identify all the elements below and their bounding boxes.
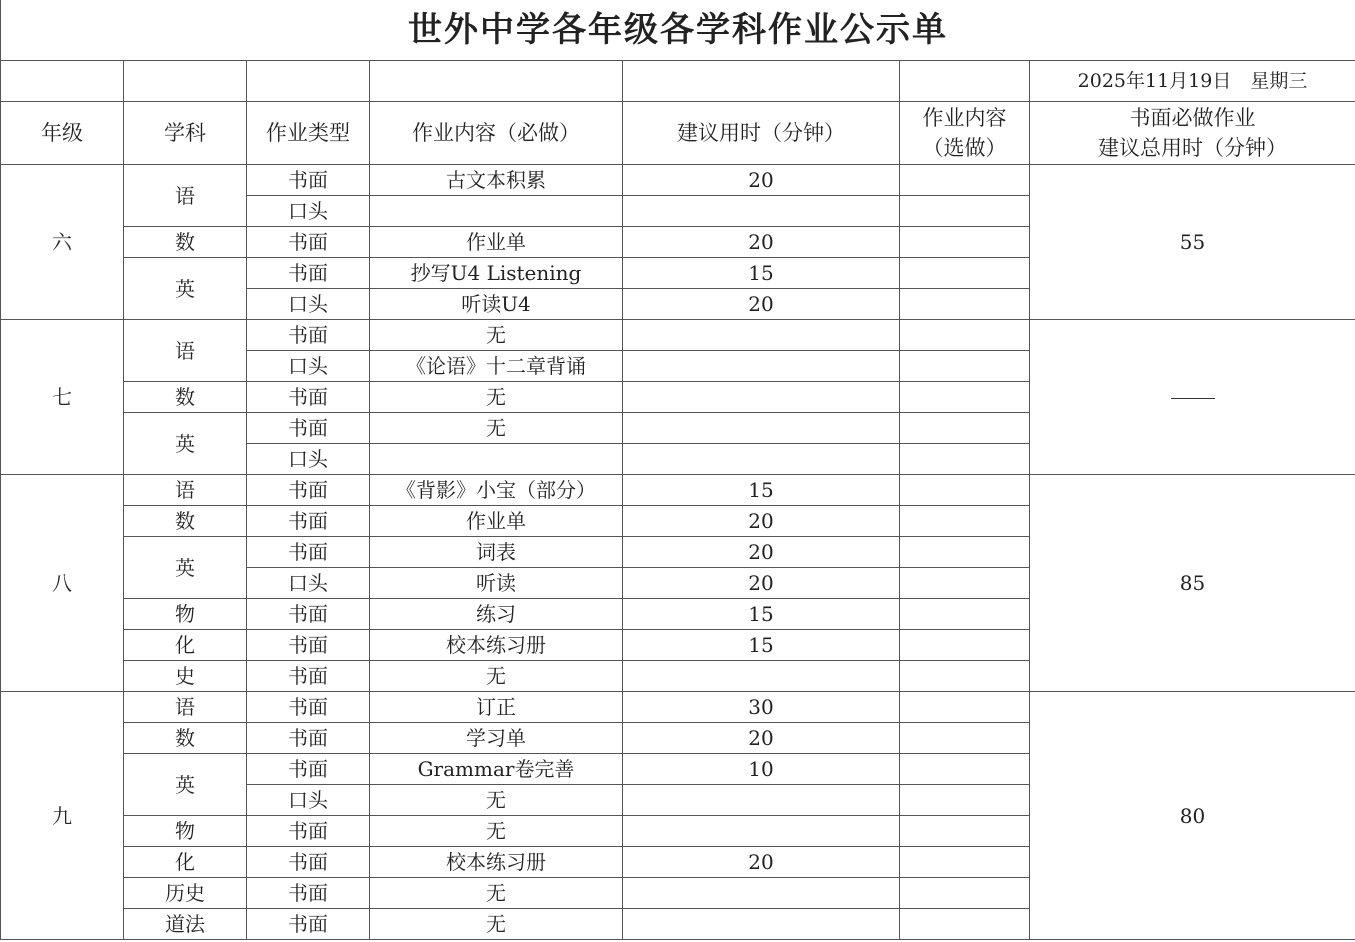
content-cell: 无	[370, 878, 623, 909]
optional-cell	[900, 506, 1030, 537]
type-cell: 书面	[247, 692, 370, 723]
time-cell	[623, 878, 900, 909]
type-cell: 书面	[247, 878, 370, 909]
optional-cell	[900, 692, 1030, 723]
subject-cell: 物	[124, 599, 247, 630]
header-subject: 学科	[124, 102, 247, 165]
table-row	[1, 475, 1355, 506]
optional-cell	[900, 785, 1030, 816]
type-cell: 口头	[247, 196, 370, 227]
optional-cell	[900, 289, 1030, 320]
content-cell: 古文本积累	[370, 165, 623, 196]
subject-cell: 数	[124, 382, 247, 413]
empty-cell	[1, 61, 124, 102]
type-cell: 书面	[247, 537, 370, 568]
optional-cell	[900, 847, 1030, 878]
subject-cell: 语	[124, 165, 247, 227]
optional-cell	[900, 661, 1030, 692]
subject-cell: 英	[124, 537, 247, 599]
type-cell: 书面	[247, 382, 370, 413]
optional-cell	[900, 723, 1030, 754]
time-cell	[623, 909, 900, 940]
time-cell: 10	[623, 754, 900, 785]
table-row	[1, 165, 1355, 196]
header-grade: 年级	[1, 102, 124, 165]
optional-cell	[900, 630, 1030, 661]
content-cell: 学习单	[370, 723, 623, 754]
grade-cell: 六	[1, 165, 124, 320]
time-cell: 30	[623, 692, 900, 723]
table-row	[1, 320, 1355, 351]
optional-cell	[900, 258, 1030, 289]
total-cell: 55	[1030, 165, 1355, 320]
empty-cell	[247, 61, 370, 102]
optional-cell	[900, 475, 1030, 506]
type-cell: 书面	[247, 413, 370, 444]
time-cell: 20	[623, 537, 900, 568]
subject-cell: 数	[124, 723, 247, 754]
empty-cell	[124, 61, 247, 102]
subject-cell: 数	[124, 506, 247, 537]
type-cell: 口头	[247, 568, 370, 599]
dash-mark	[1171, 398, 1215, 399]
content-cell: 作业单	[370, 506, 623, 537]
header-total-line2: 建议总用时（分钟）	[1098, 136, 1288, 160]
optional-cell	[900, 227, 1030, 258]
total-cell: 80	[1030, 692, 1355, 940]
type-cell: 口头	[247, 351, 370, 382]
time-cell: 20	[623, 289, 900, 320]
content-cell: 作业单	[370, 227, 623, 258]
time-cell: 15	[623, 599, 900, 630]
content-cell: 练习	[370, 599, 623, 630]
header-optional	[900, 102, 1030, 165]
time-cell: 15	[623, 630, 900, 661]
content-cell: 《背影》小宝（部分）	[370, 475, 623, 506]
header-time: 建议用时（分钟）	[623, 102, 900, 165]
type-cell: 书面	[247, 847, 370, 878]
type-cell: 书面	[247, 909, 370, 940]
subject-cell: 道法	[124, 909, 247, 940]
total-cell	[1030, 320, 1355, 475]
header-type: 作业类型	[247, 102, 370, 165]
header-total-line1: 书面必做作业	[1129, 106, 1256, 130]
header-optional-line1: 作业内容	[922, 106, 1007, 130]
type-cell: 口头	[247, 444, 370, 475]
content-cell: 无	[370, 382, 623, 413]
content-cell: 词表	[370, 537, 623, 568]
content-cell: Grammar卷完善	[370, 754, 623, 785]
subject-cell: 史	[124, 661, 247, 692]
time-cell: 20	[623, 847, 900, 878]
optional-cell	[900, 568, 1030, 599]
type-cell: 书面	[247, 599, 370, 630]
optional-cell	[900, 351, 1030, 382]
optional-cell	[900, 413, 1030, 444]
empty-cell	[623, 61, 900, 102]
time-cell: 20	[623, 227, 900, 258]
subject-cell: 化	[124, 847, 247, 878]
header-optional-line2: （选做）	[922, 136, 1007, 160]
grade-cell: 七	[1, 320, 124, 475]
type-cell: 口头	[247, 785, 370, 816]
optional-cell	[900, 816, 1030, 847]
content-cell: 无	[370, 320, 623, 351]
time-cell	[623, 816, 900, 847]
type-cell: 书面	[247, 816, 370, 847]
type-cell: 书面	[247, 165, 370, 196]
content-cell: 《论语》十二章背诵	[370, 351, 623, 382]
subject-cell: 英	[124, 754, 247, 816]
subject-cell: 英	[124, 258, 247, 320]
subject-cell: 历史	[124, 878, 247, 909]
optional-cell	[900, 754, 1030, 785]
subject-cell: 英	[124, 413, 247, 475]
subject-cell: 化	[124, 630, 247, 661]
optional-cell	[900, 196, 1030, 227]
content-cell: 听读U4	[370, 289, 623, 320]
time-cell: 20	[623, 723, 900, 754]
grade-cell: 八	[1, 475, 124, 692]
type-cell: 书面	[247, 258, 370, 289]
time-cell	[623, 444, 900, 475]
date-label: 2025年11月19日 星期三	[1030, 61, 1355, 102]
empty-cell	[370, 61, 623, 102]
time-cell	[623, 320, 900, 351]
time-cell	[623, 661, 900, 692]
content-cell	[370, 444, 623, 475]
subject-cell: 语	[124, 475, 247, 506]
content-cell: 无	[370, 785, 623, 816]
subject-cell: 语	[124, 320, 247, 382]
time-cell	[623, 382, 900, 413]
time-cell: 20	[623, 165, 900, 196]
content-cell: 无	[370, 816, 623, 847]
optional-cell	[900, 165, 1030, 196]
subject-cell: 数	[124, 227, 247, 258]
content-cell: 无	[370, 413, 623, 444]
type-cell: 书面	[247, 475, 370, 506]
content-cell: 校本练习册	[370, 630, 623, 661]
subject-cell: 物	[124, 816, 247, 847]
optional-cell	[900, 444, 1030, 475]
content-cell	[370, 196, 623, 227]
content-cell: 订正	[370, 692, 623, 723]
type-cell: 书面	[247, 227, 370, 258]
grade-cell: 九	[1, 692, 124, 940]
type-cell: 口头	[247, 289, 370, 320]
subject-cell: 语	[124, 692, 247, 723]
time-cell: 20	[623, 568, 900, 599]
type-cell: 书面	[247, 723, 370, 754]
header-total	[1030, 102, 1355, 165]
header-content: 作业内容（必做）	[370, 102, 623, 165]
type-cell: 书面	[247, 630, 370, 661]
content-cell: 校本练习册	[370, 847, 623, 878]
time-cell	[623, 785, 900, 816]
content-cell: 无	[370, 661, 623, 692]
type-cell: 书面	[247, 506, 370, 537]
content-cell: 无	[370, 909, 623, 940]
optional-cell	[900, 382, 1030, 413]
content-cell: 抄写U4 Listening	[370, 258, 623, 289]
total-cell: 85	[1030, 475, 1355, 692]
type-cell: 书面	[247, 661, 370, 692]
optional-cell	[900, 599, 1030, 630]
time-cell: 15	[623, 475, 900, 506]
time-cell: 20	[623, 506, 900, 537]
optional-cell	[900, 878, 1030, 909]
time-cell: 15	[623, 258, 900, 289]
time-cell	[623, 351, 900, 382]
page-title: 世外中学各年级各学科作业公示单	[1, 0, 1355, 61]
optional-cell	[900, 909, 1030, 940]
type-cell: 书面	[247, 320, 370, 351]
empty-cell	[900, 61, 1030, 102]
time-cell	[623, 196, 900, 227]
table-row	[1, 692, 1355, 723]
type-cell: 书面	[247, 754, 370, 785]
optional-cell	[900, 320, 1030, 351]
optional-cell	[900, 537, 1030, 568]
time-cell	[623, 413, 900, 444]
content-cell: 听读	[370, 568, 623, 599]
